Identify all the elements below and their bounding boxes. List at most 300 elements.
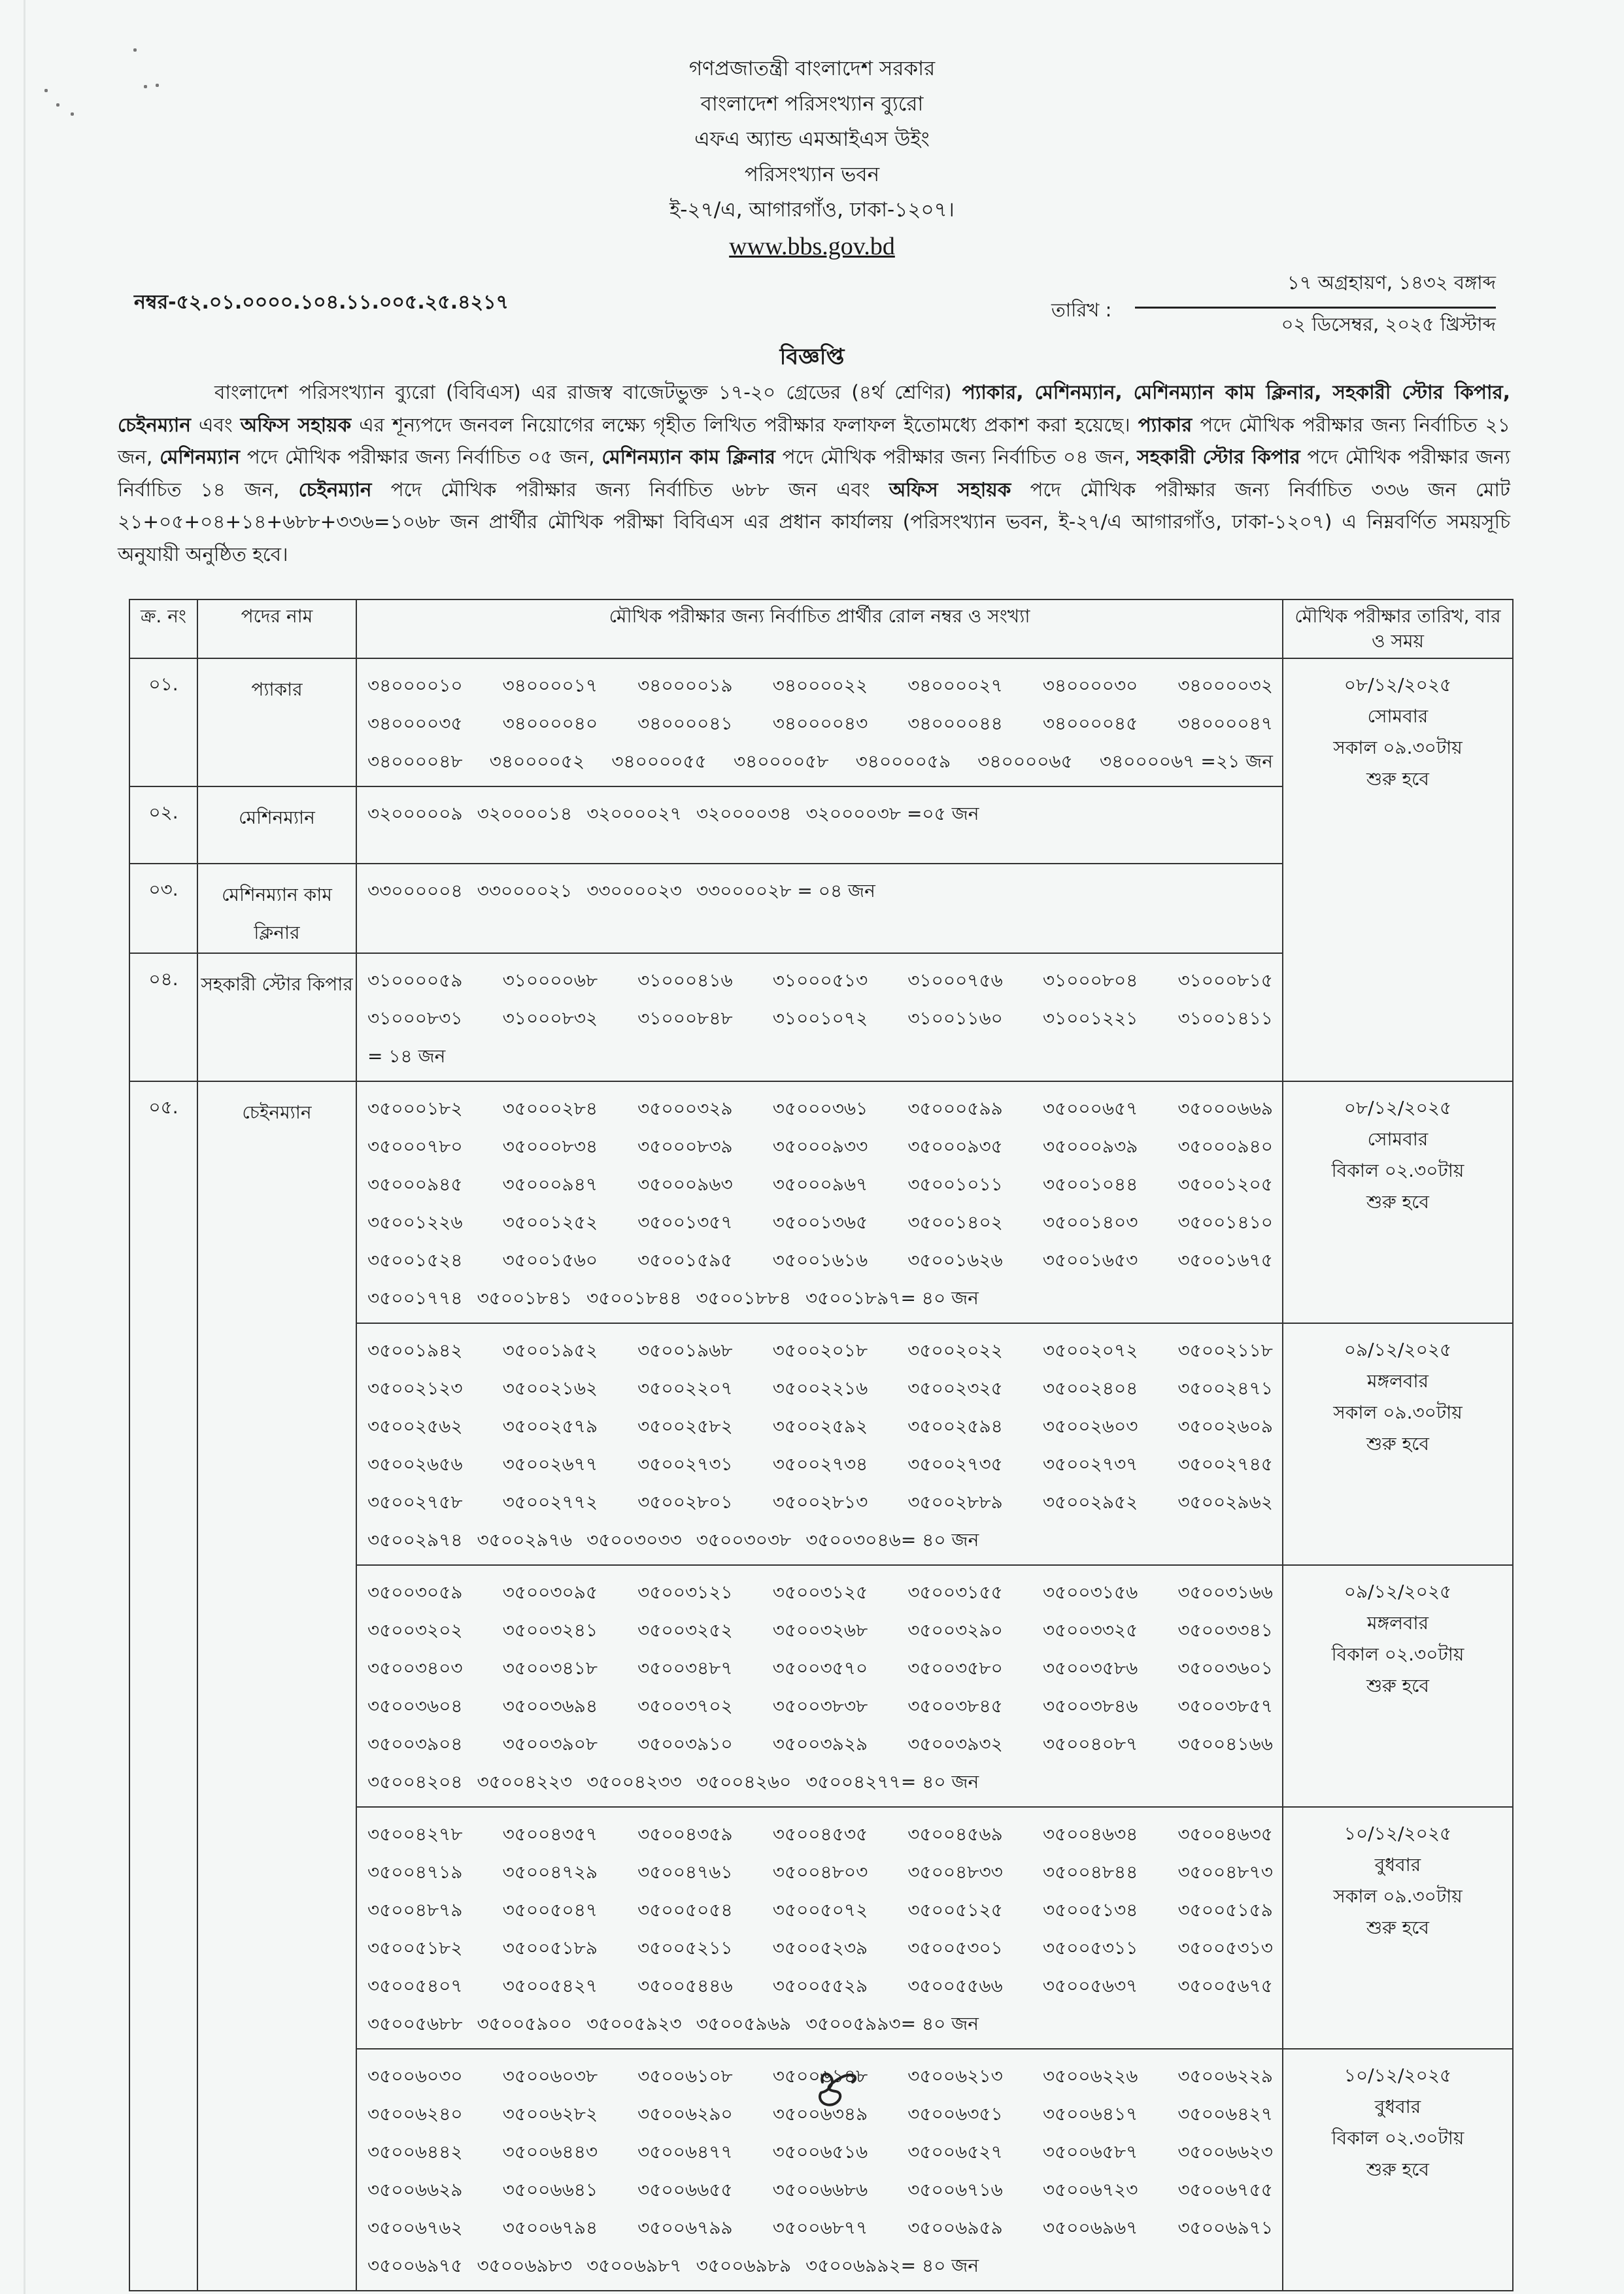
roll-number: ৩৫০০৬৫১৬ <box>772 2141 868 2163</box>
para-bold-post: চেইনম্যান <box>298 478 372 501</box>
roll-number: ৩৩০০০০২১ <box>477 880 573 902</box>
roll-number: ৩৫০০২২০৭ <box>637 1377 733 1399</box>
schedule-time: বিকাল ০২.৩০টায় <box>1331 1160 1464 1181</box>
roll-number: ৩৫০০০৩২৯ <box>637 1098 733 1119</box>
post-name-cell: প্যাকার <box>197 658 356 786</box>
roll-number: ৩৫০০১৫৬০ <box>502 1249 598 1271</box>
roll-number: ৩৫০০৬৭২৩ <box>1042 2179 1138 2201</box>
roll-number: ৩৫০০৩১৫৬ <box>1042 1581 1138 1603</box>
schedule-day: মঙ্গলবার <box>1366 1370 1429 1392</box>
roll-number: ৩১০০০০৬৮ <box>502 970 598 991</box>
roll-number: ৩৫০০৬৪৪৩ <box>502 2141 598 2163</box>
roll-number: ৩৫০০৬৩৪৯ <box>772 2103 868 2125</box>
date-label: তারিখ : <box>1051 299 1112 321</box>
roll-number: ৩৫০০২৮০১ <box>637 1491 733 1513</box>
roll-number: ৩২০০০০৩৮ =০৫ জন <box>805 803 979 824</box>
roll-number: ৩৫০০১৯৬৮ <box>637 1340 733 1361</box>
roll-number: ৩৫০০৩৯০৮ <box>502 1733 598 1755</box>
roll-number: ৩৫০০২৯৭৪ <box>367 1529 463 1551</box>
schedule-note: শুরু হবে <box>1366 768 1430 790</box>
roll-number: ৩৫০০২৬৫৬ <box>367 1453 463 1475</box>
para-text: পদে মৌখিক পরীক্ষার জন্য নির্বাচিত ৩৩৬ জন মোট ২১+০৫+০৪+১৪+৬৮৮+৩৩৬=১০৬৮ জন প্রার্থীর মৌখিক পরীক্ষা বিবিএস এর প্রধান কার্যালয় (পরিসংখ্যান ভবন, ই-২৭/এ আগারগাঁও, ঢাকা-১২০৭) এ নিম্নবর্ণিত সময়সূচি অনুযায়ী অনুষ্ঠিত হবে। <box>118 478 1510 565</box>
roll-number: ৩১০০০৮৩১ <box>367 1007 463 1029</box>
roll-number: ৩৫০০৫৪২৭ <box>502 1975 598 1997</box>
header-post: পদের নাম <box>197 599 356 658</box>
roll-numbers-cell <box>356 1565 1283 1807</box>
para-text: পদে মৌখিক পরীক্ষার জন্য নির্বাচিত ৬৮৮ জন এবং <box>371 478 889 501</box>
roll-number: ৩৫০০২৬০৯ <box>1177 1415 1273 1437</box>
roll-line <box>367 1483 1273 1521</box>
serial-cell: ০৫. <box>129 1081 197 2291</box>
roll-numbers-cell <box>356 864 1283 953</box>
roll-number: ৩১০০০৮৩২ <box>502 1007 598 1029</box>
roll-number: ৩৫০০২৪৭১ <box>1177 1377 1273 1399</box>
roll-number: ৩৫০০৬৬৪১ <box>502 2179 598 2201</box>
roll-number: ৩৫০০৩৯১০ <box>637 1733 733 1755</box>
roll-number: ৩৫০০৫৪০৭ <box>367 1975 463 1997</box>
roll-number: ৩৫০০৪৩৫৯ <box>637 1823 733 1845</box>
roll-number: ৩৫০০৬৯৬৭ <box>1042 2217 1138 2238</box>
serial-cell: ০১. <box>129 658 197 786</box>
roll-number: ৩১০০১২২১ <box>1042 1007 1138 1029</box>
roll-number: ৩১০০০৮৪৮ <box>637 1007 733 1029</box>
roll-number: ৩৫০০১২৫২ <box>502 1211 598 1233</box>
roll-number: ৩৫০০৪১৬৬ <box>1177 1733 1273 1755</box>
date-divider <box>1135 307 1496 309</box>
roll-number: ৩৫০০৩০৯৫ <box>502 1581 598 1603</box>
bureau-name: বাংলাদেশ পরিসংখ্যান ব্যুরো <box>700 92 924 116</box>
roll-number: ৩৫০০৩৮৫৭ <box>1177 1695 1273 1717</box>
roll-number: ৩৫০০১৬৭৫ <box>1177 1249 1273 1271</box>
date-bangla: ১৭ অগ্রহায়ণ, ১৪৩২ বঙ্গাব্দ <box>1287 271 1496 294</box>
schedule-note: শুরু হবে <box>1366 1675 1430 1696</box>
roll-number: ৩১০০১১৬০ <box>907 1007 1003 1029</box>
roll-line <box>367 1815 1273 1853</box>
roll-number: ৩৫০০৩২০২ <box>367 1619 463 1641</box>
roll-number: ৩৪০০০০১৯ <box>637 675 733 696</box>
roll-number: ৩৪০০০০১৭ <box>502 675 598 696</box>
roll-number: ৩৫০০৩৯২৯ <box>772 1733 868 1755</box>
roll-line <box>367 1649 1273 1687</box>
roll-number: ৩৫০০১৮৯৭= ৪০ জন <box>805 1287 979 1309</box>
roll-number: ৩৫০০৪৮৭৯ <box>367 1899 463 1921</box>
roll-number: ৩৫০০১০১১ <box>907 1173 1003 1195</box>
roll-number: ৩৫০০৩০৩৩ <box>586 1529 682 1551</box>
roll-number: ৩৫০০২২১৬ <box>772 1377 868 1399</box>
schedule-cell <box>1283 658 1513 1081</box>
roll-line <box>367 1853 1273 1891</box>
schedule-note: শুরু হবে <box>1366 1191 1430 1213</box>
roll-number: ৩৫০০৫০৪৭ <box>502 1899 598 1921</box>
roll-number: ৩৫০০৬৪৪২ <box>367 2141 463 2163</box>
roll-line <box>367 1332 1273 1370</box>
roll-number: ৩৫০০৬২৪০ <box>367 2103 463 2125</box>
schedule-note: শুরু হবে <box>1366 2159 1430 2180</box>
roll-number: ৩১০০১০৭২ <box>772 1007 868 1029</box>
roll-number: ৩৪০০০০৩২ <box>1177 675 1273 696</box>
roll-number: ৩৫০০৩৬৯৪ <box>502 1695 598 1717</box>
roll-number: ৩৫০০৫৬৭৫ <box>1177 1975 1273 1997</box>
roll-number: ৩৫০০৩৫৮০ <box>907 1657 1003 1679</box>
roll-number: ৩৫০০১৮৪১ <box>477 1287 573 1309</box>
schedule-date: ০৯/১২/২০২৫ <box>1344 1581 1452 1602</box>
roll-number: ৩৫০০৩১৬৬ <box>1177 1581 1273 1603</box>
roll-number: ৩৫০০৪২৭৭= ৪০ জন <box>805 1771 979 1793</box>
roll-number: ৩৩০০০০০৪ <box>367 880 463 902</box>
table-row <box>129 658 1513 786</box>
roll-number: ৩৫০০৬৭৯৯ <box>637 2217 733 2238</box>
roll-line <box>367 1891 1273 1929</box>
roll-number: ৩৫০০৩৪৮৭ <box>637 1657 733 1679</box>
roll-number: ৩৫০০৩২৪১ <box>502 1619 598 1641</box>
schedule-cell <box>1283 1807 1513 2049</box>
roll-number: ৩৫০০৬০৩০ <box>367 2065 463 2087</box>
roll-number: ৩৫০০০৩৬১ <box>772 1098 868 1119</box>
roll-number: ৩৫০০২৬০৩ <box>1042 1415 1138 1437</box>
roll-number: ৩৫০০৩৮৩৮ <box>772 1695 868 1717</box>
roll-number: ৩৪০০০০২২ <box>772 675 868 696</box>
roll-number: ৩৫০০৩৪১৮ <box>502 1657 598 1679</box>
roll-number: ৩৫০০২৭৫৮ <box>367 1491 463 1513</box>
letterhead <box>0 51 1624 265</box>
roll-number: ৩৫০০১৪০২ <box>907 1211 1003 1233</box>
roll-number: ৩৫০০৪৬৩৫ <box>1177 1823 1273 1845</box>
roll-number: ৩৫০০২১১৮ <box>1177 1340 1273 1361</box>
roll-line <box>367 1000 1273 1037</box>
roll-number: ৩৫০০৫১২৫ <box>907 1899 1003 1921</box>
header-rolls: মৌখিক পরীক্ষার জন্য নির্বাচিত প্রার্থীর রোল নম্বর ও সংখ্যা <box>356 599 1283 658</box>
building-name: পরিসংখ্যান ভবন <box>744 163 880 186</box>
roll-line <box>367 1763 1273 1801</box>
roll-number: ৩৫০০২৭৪৫ <box>1177 1453 1273 1475</box>
roll-number: ৩৫০০৩১৫৫ <box>907 1581 1003 1603</box>
roll-number: ৩৫০০৬৫২৭ <box>907 2141 1003 2163</box>
roll-number: ৩৫০০২৭৭২ <box>502 1491 598 1513</box>
roll-number: ৩৫০০৪৩৫৭ <box>502 1823 598 1845</box>
roll-number: ৩৫০০৩৬০৪ <box>367 1695 463 1717</box>
roll-number: ৩৫০০২০৭২ <box>1042 1340 1138 1361</box>
roll-line <box>367 1611 1273 1649</box>
roll-number: ৩৫০০৫৬৩৭ <box>1042 1975 1138 1997</box>
roll-numbers-cell <box>356 1081 1283 1323</box>
roll-line <box>367 1408 1273 1445</box>
roll-number: ৩৫০০৬৯৫৯ <box>907 2217 1003 2238</box>
roll-number: ৩৫০০০৯৩৩ <box>772 1136 868 1157</box>
schedule-cell <box>1283 1081 1513 1323</box>
roll-number: ৩৫০০২৫৭৯ <box>502 1415 598 1437</box>
roll-number: ৩৫০০১৪১০ <box>1177 1211 1273 1233</box>
para-bold-post: মেশিনম্যান কাম ক্লিনার <box>601 446 775 468</box>
roll-line <box>367 743 1273 781</box>
roll-number: ৩৫০০২৭৩৭ <box>1042 1453 1138 1475</box>
roll-number: ৩৫০০৩০৩৮ <box>696 1529 792 1551</box>
roll-number: ৩৫০০২৫৯৪ <box>907 1415 1003 1437</box>
roll-number: ৩৫০০৪৬৩৪ <box>1042 1823 1138 1845</box>
roll-number: ৩৫০০৫৪৪৬ <box>637 1975 733 1997</box>
roll-number: ৩৩০০০০২৩ <box>586 880 682 902</box>
roll-number: ৩২০০০০১৪ <box>477 803 573 824</box>
roll-line <box>367 1166 1273 1204</box>
roll-number: ৩৫০০৫৫২৯ <box>772 1975 868 1997</box>
roll-number: ৩৫০০৬৯৭৫ <box>367 2255 463 2276</box>
roll-number: ৩৫০০৬৯৯২= ৪০ জন <box>805 2255 979 2276</box>
roll-number: ৩৫০০২৫৯২ <box>772 1415 868 1437</box>
para-bold-post: অফিস সহায়ক <box>888 478 1011 501</box>
para-bold-post: অফিস সহায়ক <box>240 413 352 436</box>
website-link[interactable]: www.bbs.gov.bd <box>729 233 895 260</box>
roll-number: ৩৫০০৫১৩৪ <box>1042 1899 1138 1921</box>
post-name-cell: মেশিনম্যান <box>197 786 356 864</box>
roll-number: ৩৫০০২০১৮ <box>772 1340 868 1361</box>
table-row <box>129 1081 1513 1323</box>
roll-number: ৩৫০০৬৭৯৪ <box>502 2217 598 2238</box>
roll-number: ৩৫০০০৫৯৯ <box>907 1098 1003 1119</box>
schedule-cell <box>1283 1565 1513 1807</box>
roll-numbers-cell <box>356 658 1283 786</box>
roll-number: ৩৫০০৪৭২৯ <box>502 1861 598 1883</box>
roll-number: ৩৫০০২৯৬২ <box>1177 1491 1273 1513</box>
roll-number: ৩৫০০০১৮২ <box>367 1098 463 1119</box>
roll-number: ৩৫০০৩৪০৩ <box>367 1657 463 1679</box>
roll-number: ৩৫০০৬৬৮৬ <box>772 2179 868 2201</box>
roll-number: ৩৫০০১৩৬৫ <box>772 1211 868 1233</box>
roll-number: ৩৪০০০০৫২ <box>489 751 585 772</box>
roll-number: ৩৫০০৫৩১৩ <box>1177 1937 1273 1959</box>
roll-number: ৩৪০০০০৩৫ <box>367 713 463 734</box>
roll-number: ৩৫০০১৫৯৫ <box>637 1249 733 1271</box>
roll-number: ৩৫০০৪৮৩৩ <box>907 1861 1003 1883</box>
roll-number: ৩৫০০৬১০৮ <box>637 2065 733 2087</box>
roll-number: ৩৫০০২৯৭৬ <box>477 1529 573 1551</box>
roll-number: ৩৫০০৩৩৪১ <box>1177 1619 1273 1641</box>
roll-number: ৩৫০০৩৬০১ <box>1177 1657 1273 1679</box>
roll-number: ৩৫০০৬২২৬ <box>1042 2065 1138 2087</box>
schedule-note: শুরু হবে <box>1366 1917 1430 1938</box>
schedule-day: সোমবার <box>1367 1128 1429 1150</box>
viva-schedule-table <box>129 599 1514 2291</box>
roll-number: ৩৫০০২১২৩ <box>367 1377 463 1399</box>
roll-number: ৩৫০০৬৬৫৫ <box>637 2179 733 2201</box>
roll-line <box>367 1521 1273 1559</box>
notice-paragraph <box>118 377 1510 571</box>
roll-number: ৩৫০০৬৩৫১ <box>907 2103 1003 2125</box>
para-text: পদে মৌখিক পরীক্ষার জন্য নির্বাচিত ১৪ জন, <box>118 446 1510 501</box>
date-block <box>1051 268 1496 333</box>
roll-number: ৩৫০০৬২৯০ <box>637 2103 733 2125</box>
roll-line <box>367 2171 1273 2209</box>
para-bold-post: মেশিনম্যান <box>160 446 241 468</box>
roll-number: = ১৪ জন <box>367 1045 446 1067</box>
schedule-cell <box>1283 1323 1513 1565</box>
roll-number: ৩৫০০৬৬২৩ <box>1177 2141 1273 2163</box>
roll-number: ৩৫০০৪৮৪৪ <box>1042 1861 1138 1883</box>
handwritten-signature-icon <box>813 2069 866 2115</box>
roll-number: ৩৫০০৫৬৮৮ <box>367 2013 463 2034</box>
roll-number: ৩৫০০৩২৬৮ <box>772 1619 868 1641</box>
roll-number: ৩৫০০৪২৩৩ <box>586 1771 682 1793</box>
roll-line <box>367 2209 1273 2247</box>
post-name-cell: চেইনম্যান <box>197 1081 356 2291</box>
roll-number: ৩২০০০০২৭ <box>586 803 682 824</box>
roll-number: ৩৫০০৫৫৬৬ <box>907 1975 1003 1997</box>
roll-number: ৩৫০০২৩২৫ <box>907 1377 1003 1399</box>
roll-number: ৩১০০০৮০৪ <box>1042 970 1138 991</box>
roll-number: ৩৫০০৫০৭২ <box>772 1899 868 1921</box>
roll-number: ৩৫০০২৮১৩ <box>772 1491 868 1513</box>
roll-number: ৩৪০০০০৪০ <box>502 713 598 734</box>
roll-number: ৩৫০০৩২৫২ <box>637 1619 733 1641</box>
roll-number: ৩৫০০১৮৮৪ <box>696 1287 791 1309</box>
roll-number: ৩৫০০০৯৪৭ <box>502 1173 598 1195</box>
post-name-cell: মেশিনম্যান কাম ক্লিনার <box>197 864 356 953</box>
roll-number: ৩৪০০০০২৭ <box>907 675 1003 696</box>
roll-number: ৩৫০০২৬৭৭ <box>502 1453 598 1475</box>
schedule-date: ০৯/১২/২০২৫ <box>1344 1339 1452 1360</box>
roll-line <box>367 2133 1273 2171</box>
roll-number: ৩৪০০০০৪৪ <box>907 713 1003 734</box>
roll-number: ৩৫০০৩৯০৪ <box>367 1733 463 1755</box>
roll-number: ৩৫০০৩০৫৯ <box>367 1581 463 1603</box>
roll-line <box>367 1967 1273 2005</box>
roll-number: ৩৫০০০৯৪৫ <box>367 1173 463 1195</box>
roll-number: ৩৫০০১২০৫ <box>1177 1173 1273 1195</box>
roll-line <box>367 962 1273 1000</box>
roll-number: ৩৫০০৩৭০২ <box>637 1695 733 1717</box>
para-text: পদে মৌখিক পরীক্ষার জন্য নির্বাচিত ০৪ জন, <box>775 446 1138 468</box>
roll-number: ৩৫০০২৫৮২ <box>637 1415 733 1437</box>
roll-number: ৩৪০০০০৬৫ <box>977 751 1073 772</box>
roll-number: ৩৫০০৩৫৭০ <box>772 1657 868 1679</box>
para-text: পদে মৌখিক পরীক্ষার জন্য নির্বাচিত ২১ জন, <box>118 413 1510 468</box>
roll-number: ৩৫০০৬৪১৭ <box>1042 2103 1138 2125</box>
header-schedule: মৌখিক পরীক্ষার তারিখ, বার ও সময় <box>1283 599 1513 658</box>
para-text: বাংলাদেশ পরিসংখ্যান ব্যুরো (বিবিএস) এর রাজস্ব বাজেটভুক্ত ১৭-২০ গ্রেডের (৪র্থ শ্রেণির) <box>214 381 962 403</box>
roll-number: ৩৫০০০৬৬৯ <box>1177 1098 1273 1119</box>
roll-number: ৩১০০১৪১১ <box>1177 1007 1273 1029</box>
notice-title: বিজ্ঞপ্তি <box>779 344 845 370</box>
roll-line <box>367 1279 1273 1317</box>
roll-number: ৩৫০০৬২২৯ <box>1177 2065 1273 2087</box>
roll-numbers-cell <box>356 953 1283 1081</box>
roll-number: ৩৫০০৩৩২৫ <box>1042 1619 1138 1641</box>
roll-number: ৩৪০০০০৩০ <box>1042 675 1138 696</box>
roll-number: ৩৪০০০০৪৭ <box>1177 713 1273 734</box>
para-bold-posts: প্যাকার, মেশিনম্যান, মেশিনম্যান কাম ক্লিনার, সহকারী স্টোর কিপার, চেইনম্যান <box>118 381 1510 436</box>
roll-number: ৩৫০০১৯৪২ <box>367 1340 463 1361</box>
roll-number: ৩৫০০২৪০৪ <box>1042 1377 1138 1399</box>
schedule-date: ০৮/১২/২০২৫ <box>1344 1097 1452 1119</box>
roll-number: ৩৫০০৬৭১৬ <box>907 2179 1003 2201</box>
roll-numbers-cell <box>356 1323 1283 1565</box>
schedule-day: সোমবার <box>1367 705 1429 727</box>
roll-line <box>367 1128 1273 1166</box>
roll-line <box>367 2005 1273 2043</box>
roll-number: ৩৫০০৫১৫৯ <box>1177 1899 1273 1921</box>
roll-line <box>367 705 1273 743</box>
roll-number: ৩৫০০৬৭৬২ <box>367 2217 463 2238</box>
roll-number: ৩৫০০১৬৫৩ <box>1042 1249 1138 1271</box>
roll-number: ৩২০০০০৩৪ <box>696 803 792 824</box>
roll-number: ৩৫০০০৭৮০ <box>367 1136 463 1157</box>
roll-number: ৩৫০০৬৭৫৫ <box>1177 2179 1273 2201</box>
roll-line <box>367 872 1273 910</box>
roll-number: ৩৫০০৩২৯০ <box>907 1619 1003 1641</box>
roll-number: ৩৫০০৬৪২৭ <box>1177 2103 1273 2125</box>
roll-line <box>367 1687 1273 1725</box>
para-text: এর শূন্যপদে জনবল নিয়োগের লক্ষ্যে গৃহীত লিখিত পরীক্ষার ফলাফল ইতোমধ্যে প্রকাশ করা হয়েছে। <box>351 413 1138 436</box>
roll-number: ৩৫০০৫৯৯৩= ৪০ জন <box>805 2013 979 2034</box>
roll-number: ৩৫০০০৯৩৫ <box>907 1136 1003 1157</box>
roll-number: ৩৫০০৫২১১ <box>637 1937 733 1959</box>
schedule-date: ১০/১২/২০২৫ <box>1344 2065 1452 2086</box>
roll-line <box>367 1445 1273 1483</box>
roll-number: ৩৫০০০৯৩৯ <box>1042 1136 1138 1157</box>
roll-number: ৩৫০০৬১৪৮ <box>772 2065 868 2087</box>
roll-number: ৩৫০০৪২৬০ <box>696 1771 792 1793</box>
schedule-note: শুরু হবে <box>1366 1433 1430 1455</box>
roll-line <box>367 667 1273 705</box>
roll-number: ৩৫০০১৭৭৪ <box>367 1287 463 1309</box>
roll-number: ৩৫০০৬০৩৮ <box>502 2065 598 2087</box>
schedule-day: মঙ্গলবার <box>1366 1612 1429 1634</box>
roll-number: ৩৫০০০৯৬৭ <box>772 1173 868 1195</box>
roll-number: ৩৪০০০০৫৯ <box>855 751 951 772</box>
roll-number: ৩৫০০৫১৮৯ <box>502 1937 598 1959</box>
roll-number: ৩৫০০৬৯৮৩ <box>477 2255 573 2276</box>
memo-number: নম্বর-৫২.০১.০০০০.১০৪.১১.০০৫.২৫.৪২১৭ <box>134 291 509 314</box>
serial-cell: ০২. <box>129 786 197 864</box>
schedule-time: সকাল ০৯.৩০টায় <box>1333 1885 1463 1907</box>
roll-number: ৩৫০০২১৬২ <box>502 1377 598 1399</box>
roll-line <box>367 1725 1273 1763</box>
roll-number: ৩৫০০১৮৪৪ <box>586 1287 682 1309</box>
serial-cell: ০৩. <box>129 864 197 953</box>
para-text: এবং <box>190 413 241 436</box>
roll-line <box>367 1241 1273 1279</box>
roll-number: ৩৫০০৪২০৪ <box>367 1771 463 1793</box>
roll-number: ৩৩০০০০২৮ = ০৪ জন <box>696 880 875 902</box>
roll-number: ৩৫০০১৩৫৭ <box>637 1211 733 1233</box>
roll-number: ৩৫০০৬৪৭৭ <box>637 2141 733 2163</box>
roll-number: ৩৫০০৫৯০০ <box>477 2013 573 2034</box>
roll-number: ৩৫০০৬৯৭১ <box>1177 2217 1273 2238</box>
roll-number: ৩৫০০৪২৭৮ <box>367 1823 463 1845</box>
roll-number: ৩৪০০০০৪১ <box>637 713 733 734</box>
roll-number: ৩৫০০৫১৮২ <box>367 1937 463 1959</box>
roll-number: ৩২০০০০০৯ <box>367 803 463 824</box>
roll-number: ৩১০০০৭৫৬ <box>907 970 1003 991</box>
roll-number: ৩৪০০০০১০ <box>367 675 463 696</box>
roll-line <box>367 795 1273 833</box>
roll-number: ৩৪০০০০৪৫ <box>1042 713 1138 734</box>
roll-number: ৩১০০০৫১৩ <box>772 970 868 991</box>
roll-number: ৩৫০০৬৮৭৭ <box>772 2217 868 2238</box>
roll-number: ৩৫০০১৪০৩ <box>1042 1211 1138 1233</box>
roll-line <box>367 1037 1273 1075</box>
roll-number: ৩৫০০২৮৮৯ <box>907 1491 1003 1513</box>
roll-line <box>367 1574 1273 1611</box>
para-bold-post: প্যাকার <box>1138 413 1193 436</box>
roll-number: ৩১০০০৪১৬ <box>637 970 733 991</box>
roll-number: ৩৫০০২৭৩৫ <box>907 1453 1003 1475</box>
roll-number: ৩৫০০৬২১৩ <box>907 2065 1003 2087</box>
roll-number: ৩৫০০৫৩১১ <box>1042 1937 1138 1959</box>
schedule-time: সকাল ০৯.৩০টায় <box>1333 1402 1463 1423</box>
roll-number: ৩৫০০৩৮৪৬ <box>1042 1695 1138 1717</box>
roll-number: ৩৪০০০০৪৩ <box>772 713 868 734</box>
date-gregorian: ০২ ডিসেম্বর, ২০২৫ খ্রিস্টাব্দ <box>1281 313 1496 335</box>
roll-number: ৩৫০০৬৫৮৭ <box>1042 2141 1138 2163</box>
